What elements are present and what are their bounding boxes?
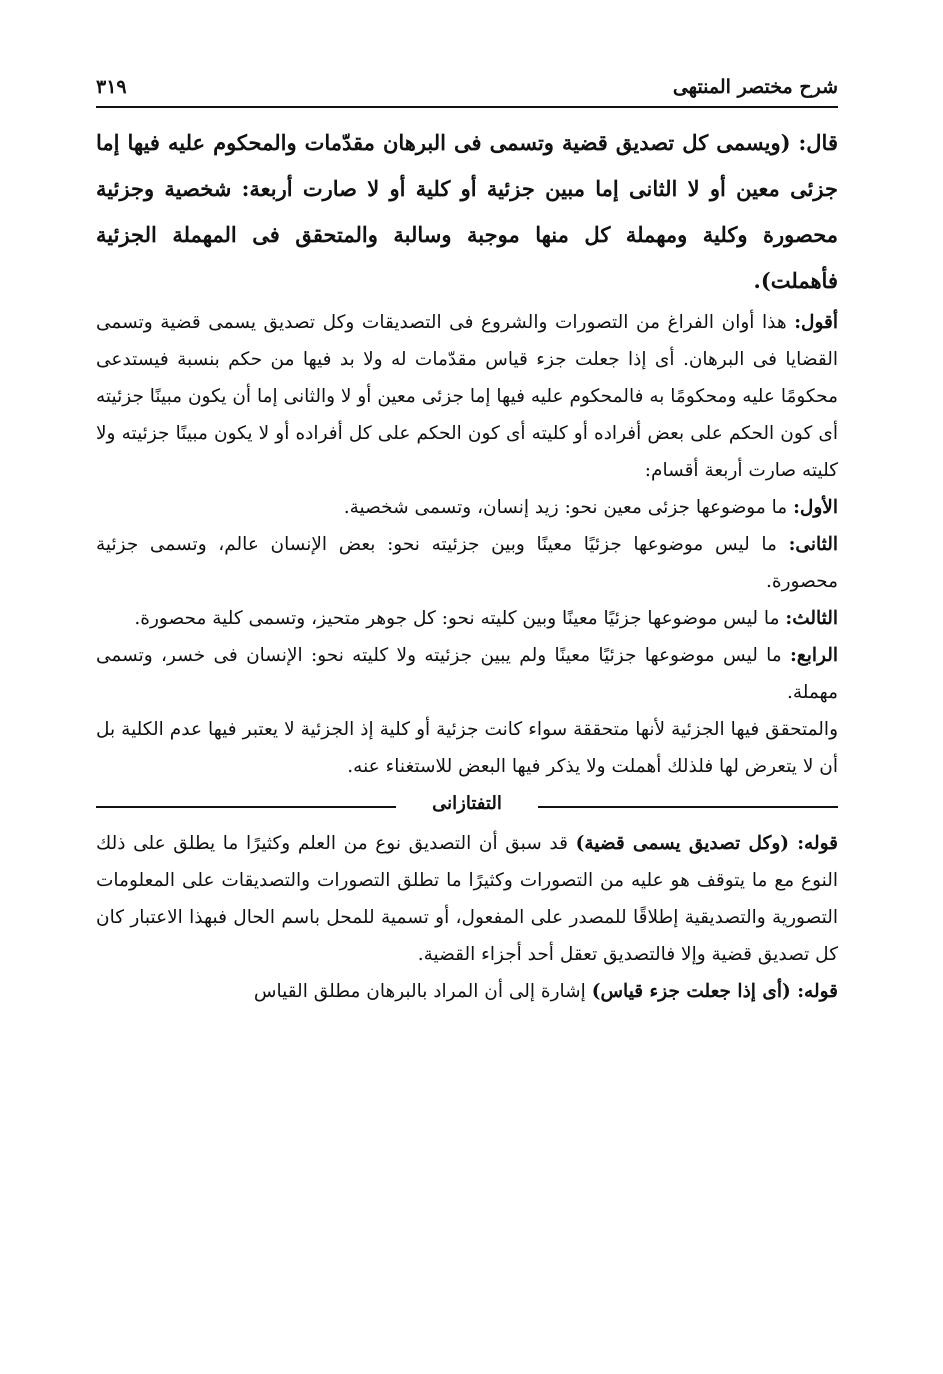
running-title: شرح مختصر المنتهى xyxy=(672,76,838,98)
note2-text: إشارة إلى أن المراد بالبرهان مطلق القياس xyxy=(253,981,592,1002)
intro-lead: أقول: xyxy=(794,312,838,333)
section-divider xyxy=(96,787,838,825)
gloss-note-1 xyxy=(96,825,838,973)
division-third xyxy=(96,600,838,637)
divider-line-left xyxy=(96,806,396,808)
commentary-intro xyxy=(96,304,838,489)
page-number: ٣١٩ xyxy=(96,76,127,98)
third-lead: الثالث: xyxy=(785,608,838,629)
division-first xyxy=(96,489,838,526)
commentary-closing: والمتحقق فيها الجزئية لأنها متحققة سواء كانت جزئية أو كلية إذ الجزئية لا يعتبر فيها عدم الكلية بل أن لا يتعرض لها فلذلك أهملت ولا يذكر فيها البعض للاستغناء عنه. xyxy=(96,719,838,777)
first-text: ما موضوعها جزئى معين نحو: زيد إنسان، وتسمى شخصية. xyxy=(343,497,794,518)
second-text: ما ليس موضوعها جزئيًا معينًا وبين جزئيته نحو: بعض الإنسان عالم، وتسمى جزئية محصورة. xyxy=(96,534,838,592)
note1-text: قد سبق أن التصديق نوع من العلم وكثيرًا ما يطلق على ذلك النوع مع ما يتوقف هو عليه من التصورات وكثيرًا ما تطلق التصورات والتصديقات على المعلومات التصورية والتصديقية إطلاقًا للمصدر على المفعول، أو تسمية للمحل باسم الحال فبهذا الاعتبار كان كل تصديق قضية وإلا فالتصديق تعقل أحد أجزاء القضية. xyxy=(96,833,838,965)
division-second xyxy=(96,526,838,600)
note2-lead: قوله: (أى إذا جعلت جزء قياس) xyxy=(591,981,838,1002)
second-lead: الثانى: xyxy=(788,534,838,555)
third-text: ما ليس موضوعها جزئيًا معينًا وبين كليته نحو: كل جوهر متحيز، وتسمى كلية محصورة. xyxy=(134,608,786,629)
first-lead: الأول: xyxy=(793,497,838,518)
book-page xyxy=(96,70,838,1010)
matn-quote: قال: (ويسمى كل تصديق قضية وتسمى فى البرهان مقدّمات والمحكوم عليه فيها إما جزئى معين أو لا الثانى إما مبين جزئية أو كلية أو لا صارت أربعة: شخصية وجزئية محصورة وكلية ومهملة كل منها موجبة وسالبة والمتحقق فى المهملة الجزئية فأهملت). xyxy=(96,130,838,293)
note1-lead: قوله: (وكل تصديق يسمى قضية) xyxy=(575,833,838,854)
fourth-text: ما ليس موضوعها جزئيًا معينًا ولم يبين جزئيته ولا كليته نحو: الإنسان فى خسر، وتسمى مهملة. xyxy=(96,645,838,703)
page-header xyxy=(96,70,838,108)
section-label: التفتازانى xyxy=(432,793,502,814)
fourth-lead: الرابع: xyxy=(790,645,838,666)
intro-text: هذا أوان الفراغ من التصورات والشروع فى التصديقات وكل تصديق يسمى قضية وتسمى القضايا فى البرهان. أى إذا جعلت جزء قياس مقدّمات له ولا بد فيها من حكم بنسبة فيستدعى محكومًا عليه ومحكومًا به فالمحكوم عليه فيها إما جزئى معين أو لا والثانى إما أن يكون مبينًا جزئيته أى كون الحكم على بعض أفراده أو كليته أى كون الحكم على كل أفراده أو لا يكون مبينًا جزئيته ولا كليته صارت أربعة أقسام: xyxy=(96,312,838,481)
division-fourth xyxy=(96,637,838,711)
gloss-note-2 xyxy=(96,973,838,1010)
